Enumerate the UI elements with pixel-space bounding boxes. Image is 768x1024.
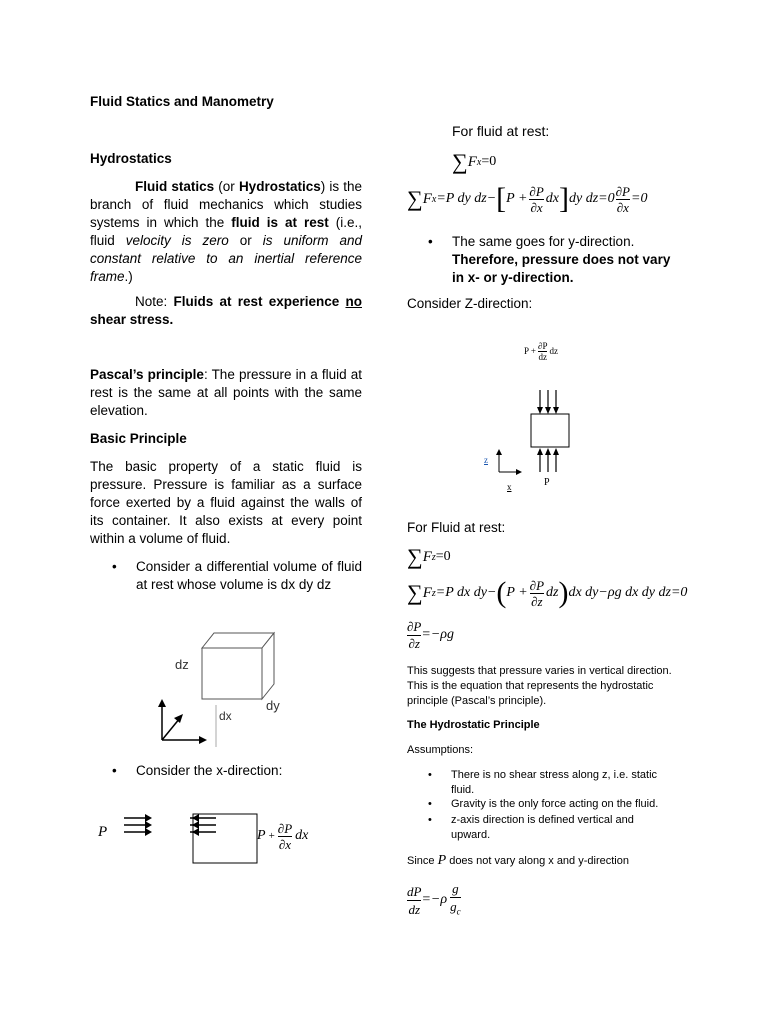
cube-label-dy: dy xyxy=(266,698,280,713)
pressure-left-label: P xyxy=(98,824,108,840)
assumptions-label: Assumptions: xyxy=(407,744,474,756)
differential-cube-diagram xyxy=(150,625,290,750)
since-statement: Since P does not vary along x and y-direction xyxy=(407,853,629,868)
intro-paragraph: Fluid statics (or Hydrostatics) is the branch of fluid mechanics which studies systems in which the fluid is at rest (i.e., fluid velocity is zero or is uniform and constant relative to an inertial reference frame.) xyxy=(90,179,363,284)
list-item xyxy=(112,558,362,594)
z-axis-label: z xyxy=(484,455,488,465)
equation-force-balance-x: ∑ F x =P dy dz− [ P + $\frac{\partial P}{\partial x}$ dx ] dy dz=0 $\frac{\partial P}{\partial x}$ =0 xyxy=(407,182,648,215)
page-title: Fluid Statics and Manometry xyxy=(90,94,274,109)
basic-principle-heading: Basic Principle xyxy=(90,431,187,446)
bottom-pressure-label: P xyxy=(544,477,550,488)
x-axis-label: x xyxy=(507,482,512,492)
basic-principle-text: The basic property of a static fluid is pressure. Pressure is familiar as a surface force exerted by a fluid against the walls of its container. It also exists at every point within a volume of fluid. xyxy=(90,459,362,546)
cube-label-dx: dx xyxy=(219,709,232,723)
bullet-glyph: • xyxy=(112,763,117,778)
equation-dp-dz: $\frac{\partial P}{\partial z}$ =−ρg xyxy=(407,618,454,651)
hydrostatic-principle-heading: The Hydrostatic Principle xyxy=(407,719,540,731)
bullet-glyph: • xyxy=(428,234,433,249)
list-item xyxy=(112,762,362,780)
hydrostatic-explanation: This suggests that pressure varies in vertical direction. This is the equation that represents the hydrostatic principle (Pascal’s principle). xyxy=(407,665,672,707)
bullet-text: Consider the x-direction: xyxy=(136,763,283,778)
for-fluid-at-rest-2: For Fluid at rest: xyxy=(407,520,506,535)
equation-sum-fx: ∑ F x =0 xyxy=(452,149,497,174)
pressure-right-expression: P + $\frac{\partial P}{\partial x}$ dx xyxy=(257,820,309,852)
note-paragraph: Note: Fluids at rest experience no shear stress. xyxy=(90,294,362,327)
assumption-item: • z-axis direction is defined vertical and upward. xyxy=(428,814,634,841)
equation-sum-fz: ∑ F z =0 xyxy=(407,544,451,569)
hydrostatics-heading: Hydrostatics xyxy=(90,151,172,166)
equation-dp-dz-gc: $\frac{dP}{dz}$ =−ρ g $g_c$ xyxy=(407,878,461,922)
bullet-glyph: • xyxy=(112,559,117,574)
bullet-text: Consider a differential volume of fluid at rest whose volume is dx dy dz xyxy=(136,559,362,592)
consider-z-direction: Consider Z-direction: xyxy=(407,296,533,311)
z-direction-diagram xyxy=(485,388,575,493)
cube-label-dz: dz xyxy=(175,657,189,672)
x-direction-diagram xyxy=(118,812,258,868)
top-pressure-label: P + $\frac{\partial P}{dz}$ dz xyxy=(524,340,558,362)
assumption-item: • Gravity is the only force acting on the fluid. xyxy=(428,798,659,810)
pascal-paragraph: Pascal’s principle: The pressure in a fluid at rest is the same at all points with the same elevation. xyxy=(90,367,362,418)
assumption-item: • There is no shear stress along z, i.e. static fluid. xyxy=(428,769,658,796)
equation-force-balance-z: ∑ F z =P dx dy− ( P + $\frac{\partial P}{\partial z}$ dz ) dx dy−ρg dx dy dz=0 xyxy=(407,576,688,609)
list-item: • The same goes for y-direction. Therefore, pressure does not vary in x- or y-direction. xyxy=(428,234,671,285)
for-fluid-at-rest: For fluid at rest: xyxy=(452,123,550,139)
